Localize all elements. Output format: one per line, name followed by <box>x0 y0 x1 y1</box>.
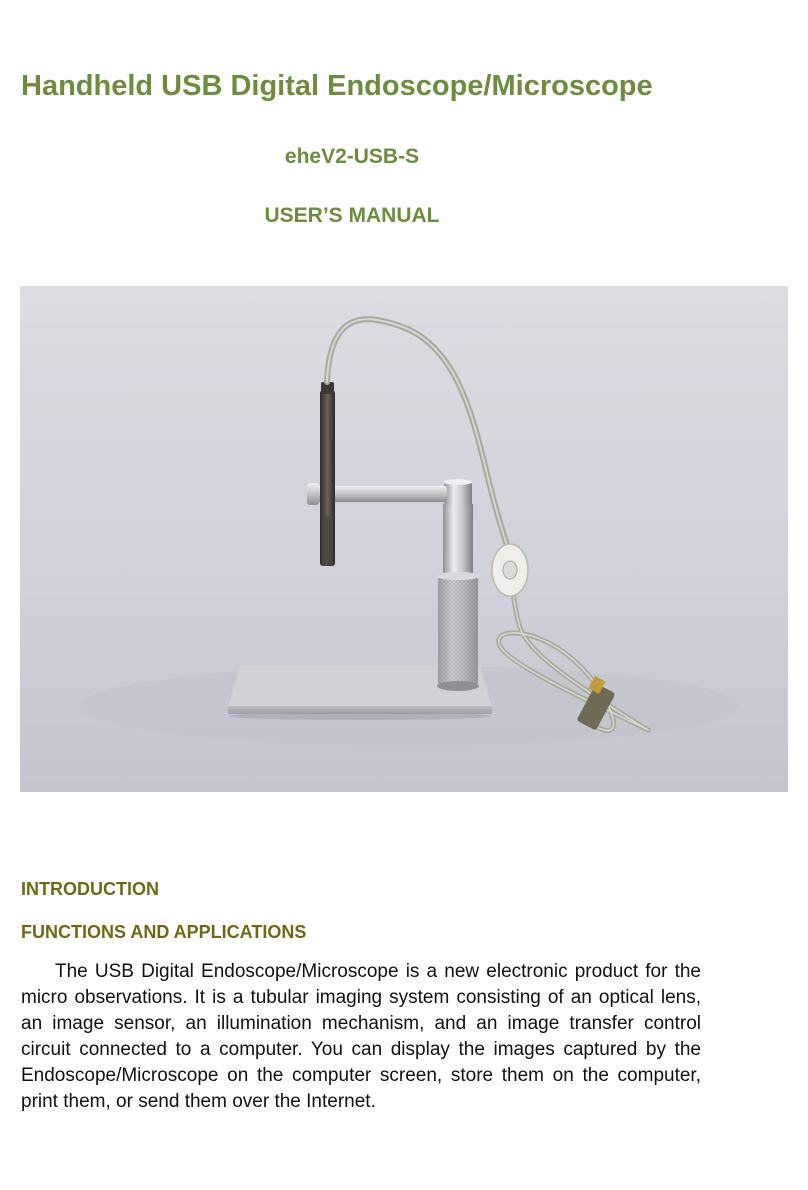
product-photo <box>20 286 788 792</box>
manual-label: USER’S MANUAL <box>264 204 440 227</box>
functions-heading: FUNCTIONS AND APPLICATIONS <box>21 922 307 942</box>
document-title: Handheld USB Digital Endoscope/Microscope <box>21 70 653 102</box>
functions-paragraph: The USB Digital Endoscope/Microscope is a new electronic product for the micro observations. It is a tubular imaging system consisting of an optical lens, an image sensor, an illumination mechanism, and an image transfer control circuit connected to a computer. You can display the images captured by the Endoscope/Microscope on the computer screen, store them on the computer, print them, or send them over the Internet. <box>21 961 701 1112</box>
endoscope-probe <box>320 382 335 566</box>
model-number: eheV2-USB-S <box>284 145 420 168</box>
introduction-heading: INTRODUCTION <box>21 879 159 899</box>
inline-switch <box>492 544 528 596</box>
